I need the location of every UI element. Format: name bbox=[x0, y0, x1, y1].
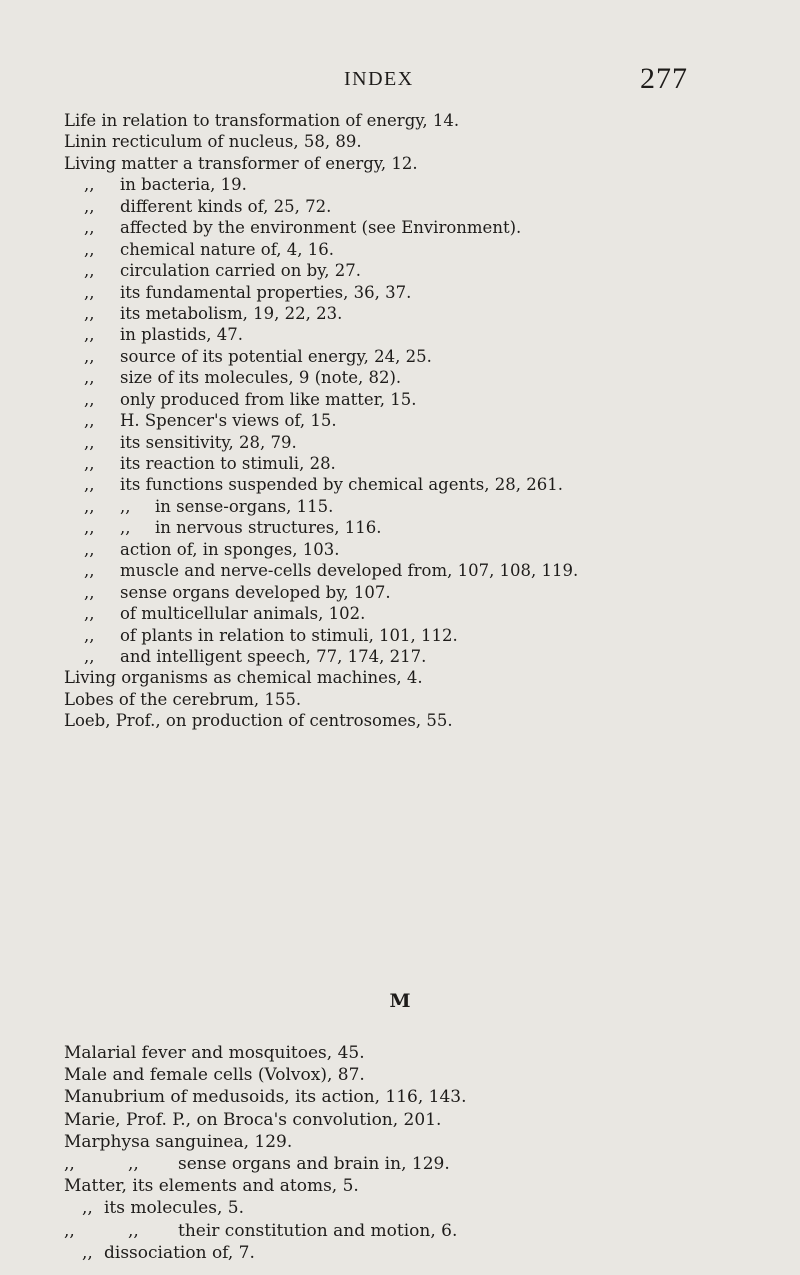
ditto-mark: ,, bbox=[84, 175, 95, 195]
index-entry bbox=[64, 389, 784, 410]
index-entry-text: sense organs developed by, 107. bbox=[120, 582, 391, 602]
page-number: 277 bbox=[640, 62, 688, 95]
ditto-mark: ,, bbox=[84, 646, 95, 666]
ditto-mark: ,, bbox=[84, 218, 95, 238]
ditto-mark: ,, bbox=[84, 625, 95, 645]
ditto-mark: ,, bbox=[82, 1198, 93, 1219]
index-entry bbox=[64, 367, 784, 388]
index-entry-text: in bacteria, 19. bbox=[120, 175, 247, 195]
index-entry-text: sense organs and brain in, 129. bbox=[178, 1153, 450, 1174]
index-entry bbox=[64, 1086, 784, 1108]
ditto-mark: ,, bbox=[84, 518, 95, 538]
index-entry-text: its fundamental properties, 36, 37. bbox=[120, 282, 412, 302]
index-entry-text: in sense-organs, 115. bbox=[155, 496, 334, 516]
index-entry bbox=[64, 1197, 784, 1219]
ditto-mark: ,, bbox=[84, 496, 95, 516]
index-entry bbox=[64, 346, 784, 367]
running-title: INDEX bbox=[344, 68, 414, 90]
index-entry bbox=[64, 432, 784, 453]
index-section-m bbox=[64, 1042, 784, 1264]
index-entry bbox=[64, 710, 784, 731]
ditto-mark: ,, bbox=[84, 368, 95, 388]
index-entry-text: its sensitivity, 28, 79. bbox=[120, 432, 297, 452]
index-entry-text: dissociation of, 7. bbox=[104, 1242, 255, 1263]
ditto-mark: ,, bbox=[64, 1153, 75, 1174]
index-entry-text: its functions suspended by chemical agents, 28, 261. bbox=[120, 475, 563, 495]
index-entry bbox=[64, 410, 784, 431]
ditto-mark: ,, bbox=[84, 582, 95, 602]
index-entry bbox=[64, 667, 784, 688]
index-entry-text: of multicellular animals, 102. bbox=[120, 604, 366, 624]
index-section-l bbox=[64, 110, 784, 732]
index-entry bbox=[64, 324, 784, 345]
index-entry bbox=[64, 1220, 784, 1242]
index-entry-text: Male and female cells (Volvox), 87. bbox=[64, 1065, 365, 1086]
index-entry-text: their constitution and motion, 6. bbox=[178, 1220, 458, 1241]
index-entry bbox=[64, 517, 784, 538]
index-entry-text: Loeb, Prof., on production of centrosomes, 55. bbox=[64, 711, 453, 731]
index-entry bbox=[64, 282, 784, 303]
index-entry bbox=[64, 196, 784, 217]
index-entry bbox=[64, 603, 784, 624]
section-heading-m: M bbox=[389, 990, 411, 1012]
ditto-mark: ,, bbox=[84, 303, 95, 323]
index-entry-text: Manubrium of medusoids, its action, 116, 143. bbox=[64, 1087, 467, 1108]
index-entry bbox=[64, 260, 784, 281]
index-entry-text: Living matter a transformer of energy, 12. bbox=[64, 153, 418, 173]
index-entry-text: and intelligent speech, 77, 174, 217. bbox=[120, 646, 427, 666]
index-entry-text: its reaction to stimuli, 28. bbox=[120, 454, 336, 473]
ditto-mark: ,, bbox=[84, 196, 95, 216]
index-entry bbox=[64, 1064, 784, 1086]
index-entry bbox=[64, 1153, 784, 1175]
index-entry-text: its metabolism, 19, 22, 23. bbox=[120, 303, 343, 323]
ditto-mark: ,, bbox=[84, 561, 95, 581]
ditto-mark: ,, bbox=[82, 1242, 93, 1263]
index-entry-text: circulation carried on by, 27. bbox=[120, 261, 362, 281]
ditto-mark: ,, bbox=[120, 518, 131, 538]
index-entry bbox=[64, 110, 784, 131]
index-entry-text: size of its molecules, 9 (note, 82). bbox=[120, 368, 402, 388]
ditto-mark: ,, bbox=[64, 1220, 75, 1241]
index-entry bbox=[64, 560, 784, 581]
index-entry-text: of plants in relation to stimuli, 101, 112. bbox=[120, 625, 458, 645]
index-entry bbox=[64, 1131, 784, 1153]
ditto-mark: ,, bbox=[120, 496, 131, 516]
index-entry-text: Malarial fever and mosquitoes, 45. bbox=[64, 1043, 365, 1063]
ditto-mark: ,, bbox=[84, 539, 95, 559]
index-entry-text: Lobes of the cerebrum, 155. bbox=[64, 689, 302, 709]
ditto-mark: ,, bbox=[84, 325, 95, 345]
ditto-mark: ,, bbox=[84, 604, 95, 624]
ditto-mark: ,, bbox=[84, 389, 95, 409]
index-entry-text: action of, in sponges, 103. bbox=[120, 539, 340, 559]
index-entry-text: Linin recticulum of nucleus, 58, 89. bbox=[64, 132, 362, 152]
index-entry bbox=[64, 646, 784, 667]
index-entry-text: chemical nature of, 4, 16. bbox=[120, 239, 334, 259]
index-entry bbox=[64, 539, 784, 560]
index-entry-text: H. Spencer's views of, 15. bbox=[120, 411, 337, 431]
index-entry-text: Matter, its elements and atoms, 5. bbox=[64, 1176, 359, 1197]
ditto-mark: ,, bbox=[84, 454, 95, 473]
index-entry bbox=[64, 689, 784, 710]
index-entry bbox=[64, 1109, 784, 1131]
ditto-mark: ,, bbox=[84, 475, 95, 495]
ditto-mark: ,, bbox=[84, 346, 95, 366]
index-entry bbox=[64, 625, 784, 646]
index-entry bbox=[64, 1042, 784, 1064]
index-entry-text: affected by the environment (see Environment). bbox=[120, 218, 522, 238]
page-header bbox=[0, 62, 800, 102]
index-entry bbox=[64, 453, 784, 474]
index-entry bbox=[64, 239, 784, 260]
index-entry-text: only produced from like matter, 15. bbox=[120, 389, 417, 409]
index-entry bbox=[64, 1242, 784, 1264]
index-entry-text: different kinds of, 25, 72. bbox=[120, 196, 332, 216]
index-entry bbox=[64, 303, 784, 324]
ditto-mark: ,, bbox=[84, 261, 95, 281]
index-entry-text: muscle and nerve-cells developed from, 107, 108, 119. bbox=[120, 561, 579, 581]
ditto-mark: ,, bbox=[84, 239, 95, 259]
ditto-mark: ,, bbox=[128, 1220, 139, 1241]
index-entry bbox=[64, 582, 784, 603]
index-entry-text: Marphysa sanguinea, 129. bbox=[64, 1131, 293, 1152]
index-entry bbox=[64, 474, 784, 495]
index-entry bbox=[64, 131, 784, 152]
index-entry-text: source of its potential energy, 24, 25. bbox=[120, 346, 432, 366]
index-entry-text: its molecules, 5. bbox=[104, 1198, 244, 1219]
ditto-mark: ,, bbox=[128, 1153, 139, 1174]
index-entry-text: Marie, Prof. P., on Broca's convolution, 201. bbox=[64, 1109, 442, 1130]
index-entry-text: in nervous structures, 116. bbox=[155, 518, 382, 538]
index-entry bbox=[64, 1175, 784, 1197]
index-entry bbox=[64, 174, 784, 195]
ditto-mark: ,, bbox=[84, 432, 95, 452]
index-entry bbox=[64, 217, 784, 238]
index-entry bbox=[64, 153, 784, 174]
index-entry bbox=[64, 496, 784, 517]
index-entry-text: in plastids, 47. bbox=[120, 325, 243, 345]
index-entry-text: Life in relation to transformation of energy, 14. bbox=[64, 111, 460, 130]
ditto-mark: ,, bbox=[84, 411, 95, 431]
index-entry-text: Living organisms as chemical machines, 4. bbox=[64, 668, 423, 688]
ditto-mark: ,, bbox=[84, 282, 95, 302]
